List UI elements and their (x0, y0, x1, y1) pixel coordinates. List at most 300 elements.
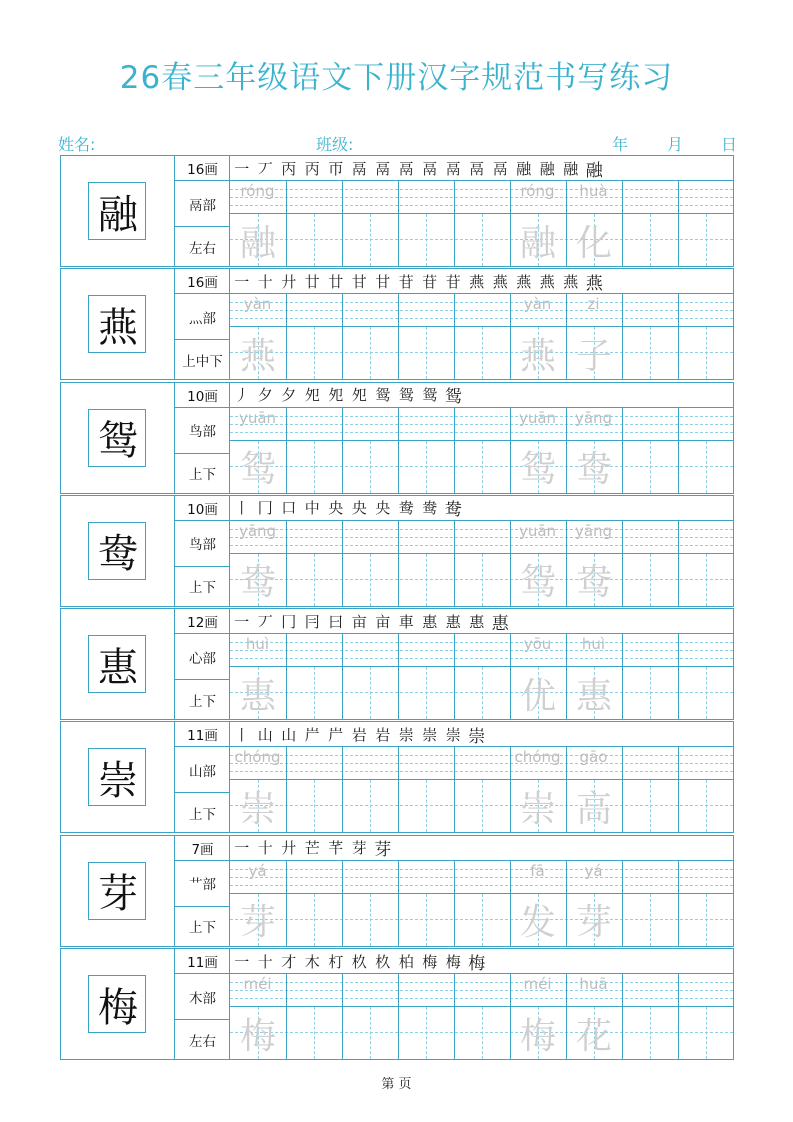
grid-midline (426, 327, 427, 379)
stroke-step: 亩 (351, 612, 367, 631)
pinyin: fā (530, 861, 545, 880)
stroke-step: 丙 (304, 159, 320, 178)
stroke-step: 夗 (304, 386, 320, 405)
grid-midline (314, 441, 315, 493)
pinyin: róng (520, 182, 555, 200)
grid-divider (678, 181, 679, 266)
practice-row (60, 268, 734, 380)
model-char-box (61, 836, 175, 946)
trace-char: 鸳 (519, 562, 556, 604)
model-char: 融 (98, 191, 138, 238)
grid-divider (678, 408, 679, 493)
radical: 艹部 (175, 861, 230, 907)
stroke-step: 一 (234, 612, 250, 631)
structure: 上下 (189, 580, 216, 597)
stroke-step: 車 (398, 612, 414, 631)
radical: 木部 (175, 974, 230, 1020)
radical: 鬲部 (175, 181, 230, 227)
grid-divider (342, 408, 343, 493)
grid-midline (426, 441, 427, 493)
writing-grid[interactable] (230, 181, 733, 266)
stroke-step: 丨 (234, 725, 250, 744)
grid-midline (650, 214, 651, 266)
stroke-step: 亩 (375, 612, 391, 631)
stroke-step: 鸳 (422, 386, 438, 405)
grid-midline (706, 327, 707, 379)
grid-midline (706, 1007, 707, 1059)
pinyin: yàn (243, 295, 272, 314)
grid-midline (370, 441, 371, 493)
grid-midline (370, 327, 371, 379)
grid-midline (482, 327, 483, 379)
day-label: 日 (721, 135, 738, 154)
grid-midline (650, 441, 651, 493)
stroke-step: 一 (234, 272, 250, 291)
stroke-order (230, 949, 733, 974)
radical: 山部 (175, 747, 230, 793)
pinyin: yuān (518, 521, 557, 540)
grid-midline (426, 667, 427, 719)
trace-char: 梅 (519, 1015, 556, 1057)
trace-char: 芽 (239, 902, 276, 944)
stroke-step: 冂 (281, 612, 297, 631)
stroke-step: 融 (516, 159, 532, 178)
stroke-step: 十 (257, 839, 273, 858)
char-info (175, 836, 230, 946)
stroke-step: 才 (281, 952, 297, 971)
stroke-count: 10画 (175, 496, 230, 521)
grid-midline (482, 894, 483, 946)
stroke-step: 鸯 (398, 499, 414, 518)
stroke-step: 融 (585, 160, 603, 181)
trace-char: 梅 (239, 1015, 276, 1057)
grid-divider (678, 974, 679, 1059)
stroke-count: 16画 (175, 269, 230, 294)
model-char-box (61, 269, 175, 379)
grid-midline (706, 667, 707, 719)
stroke-step: 芊 (328, 839, 344, 858)
model-char-box (61, 722, 175, 832)
grid-divider (286, 634, 287, 719)
stroke-step: 木 (304, 952, 320, 971)
pinyin: chóng (234, 748, 281, 767)
grid-divider (678, 294, 679, 379)
stroke-step: 丆 (257, 612, 273, 631)
stroke-step: 鬲 (469, 159, 485, 178)
stroke-step: 鬲 (351, 159, 367, 178)
practice-row (60, 835, 734, 947)
grid-midline (314, 894, 315, 946)
practice-row (60, 721, 734, 833)
stroke-count: 11画 (175, 722, 230, 747)
pinyin: huā (579, 975, 608, 994)
grid-divider (342, 974, 343, 1059)
char-info (175, 269, 230, 379)
grid-divider (454, 294, 455, 379)
stroke-step: 芒 (304, 839, 320, 858)
grid-midline (482, 554, 483, 606)
page-number-label: 第 页 (381, 1077, 412, 1092)
practice-row (60, 948, 734, 1060)
grid-divider (286, 408, 287, 493)
grid-divider (398, 634, 399, 719)
grid-divider (622, 181, 623, 266)
writing-grid[interactable] (230, 408, 733, 493)
trace-char: 发 (519, 902, 556, 944)
stroke-step: 杦 (375, 952, 391, 971)
stroke-order (230, 496, 733, 521)
stroke-step: 鸯 (422, 499, 438, 518)
grid-divider (398, 408, 399, 493)
trace-char: 惠 (575, 675, 612, 717)
trace-char: 鸯 (239, 562, 276, 604)
stroke-step: 惠 (422, 612, 438, 631)
pinyin-lines (230, 747, 733, 780)
practice-row (60, 155, 734, 267)
grid-midline (426, 894, 427, 946)
practice-row (60, 608, 734, 720)
grid-divider (622, 634, 623, 719)
structure: 上下 (189, 467, 216, 484)
grid-divider (678, 634, 679, 719)
grid-divider (342, 521, 343, 606)
pinyin-lines (230, 408, 733, 441)
radical: 灬部 (175, 294, 230, 340)
grid-midline (314, 554, 315, 606)
grid-midline (482, 780, 483, 832)
stroke-step: 鬲 (492, 159, 508, 178)
model-char-box (61, 496, 175, 606)
writing-grid[interactable] (230, 294, 733, 379)
stroke-step: 一 (234, 952, 250, 971)
trace-char: 融 (519, 222, 556, 264)
grid-midline (426, 1007, 427, 1059)
stroke-step: 屵 (328, 725, 344, 744)
stroke-order (230, 836, 733, 861)
trace-char: 鸳 (519, 449, 556, 491)
stroke-step: 苷 (445, 272, 461, 291)
writing-grid[interactable] (230, 861, 733, 946)
char-info (175, 949, 230, 1059)
grid-midline (706, 554, 707, 606)
stroke-step: 惠 (445, 612, 461, 631)
grid-divider (342, 747, 343, 832)
stroke-step: 崇 (422, 725, 438, 744)
model-char: 鸳 (98, 418, 138, 465)
stroke-step: 曰 (328, 612, 344, 631)
stroke-step: 夗 (351, 386, 367, 405)
stroke-step: 融 (563, 159, 579, 178)
char-info (175, 609, 230, 719)
grid-divider (454, 408, 455, 493)
grid-divider (398, 974, 399, 1059)
stroke-step: 廾 (281, 839, 297, 858)
char-info (175, 383, 230, 493)
grid-midline (370, 894, 371, 946)
stroke-order (230, 156, 733, 181)
stroke-order (230, 722, 733, 747)
grid-midline (650, 554, 651, 606)
trace-char: 融 (239, 222, 276, 264)
grid-midline (650, 780, 651, 832)
pinyin: huì (581, 635, 606, 654)
stroke-step: 梅 (445, 952, 461, 971)
char-info (175, 156, 230, 266)
grid-midline (314, 214, 315, 266)
pinyin-lines (230, 861, 733, 894)
grid-divider (398, 861, 399, 946)
grid-midline (650, 327, 651, 379)
grid-divider (622, 408, 623, 493)
char-info (175, 496, 230, 606)
grid-midline (426, 780, 427, 832)
grid-divider (286, 747, 287, 832)
model-char-box (61, 383, 175, 493)
grid-midline (706, 441, 707, 493)
stroke-step: 帀 (328, 159, 344, 178)
practice-row (60, 382, 734, 494)
radical: 心部 (175, 634, 230, 680)
stroke-order (230, 383, 733, 408)
grid-midline (706, 894, 707, 946)
stroke-step: 惠 (469, 612, 485, 631)
stroke-step: 丨 (234, 499, 250, 518)
grid-divider (454, 974, 455, 1059)
grid-divider (454, 181, 455, 266)
grid-midline (482, 441, 483, 493)
stroke-step: 梅 (422, 952, 438, 971)
radical: 鸟部 (175, 521, 230, 567)
grid-divider (454, 861, 455, 946)
model-char-box (61, 949, 175, 1059)
stroke-step: 丆 (257, 159, 273, 178)
stroke-step: 口 (281, 499, 297, 518)
stroke-step: 苷 (422, 272, 438, 291)
stroke-order (230, 269, 733, 294)
stroke-step: 苷 (398, 272, 414, 291)
stroke-step: 岩 (351, 725, 367, 744)
pinyin: gāo (579, 748, 608, 767)
practice-row (60, 495, 734, 607)
stroke-step: 央 (351, 499, 367, 518)
stroke-step: 十 (257, 272, 273, 291)
grid-divider (622, 521, 623, 606)
practice-table (60, 155, 734, 1061)
stroke-step: 梅 (468, 953, 486, 974)
structure: 上下 (189, 806, 216, 823)
trace-char: 惠 (239, 675, 276, 717)
class-label: 班级: (316, 135, 354, 154)
pinyin: yuān (518, 408, 557, 427)
pinyin: huì (245, 635, 270, 654)
pinyin: yàn (523, 295, 552, 314)
grid-divider (398, 521, 399, 606)
structure: 左右 (189, 1033, 216, 1050)
stroke-step: 鬲 (422, 159, 438, 178)
grid-midline (370, 1007, 371, 1059)
stroke-step: 燕 (563, 272, 579, 291)
month-label: 月 (667, 135, 684, 154)
trace-char: 高 (575, 788, 612, 830)
stroke-step: 燕 (539, 272, 555, 291)
pinyin: chóng (514, 748, 561, 767)
structure: 左右 (189, 240, 216, 257)
grid-midline (706, 214, 707, 266)
grid-midline (370, 667, 371, 719)
stroke-step: 芽 (374, 840, 392, 861)
stroke-step: 鸳 (398, 386, 414, 405)
grid-divider (678, 861, 679, 946)
grid-midline (426, 554, 427, 606)
pinyin: yāng (574, 408, 613, 427)
stroke-step: 央 (328, 499, 344, 518)
stroke-step: 惠 (491, 613, 509, 634)
pinyin-lines (230, 634, 733, 667)
stroke-step: 夗 (328, 386, 344, 405)
pinyin: yōu (523, 635, 552, 654)
stroke-step: 央 (375, 499, 391, 518)
grid-midline (706, 780, 707, 832)
grid-divider (622, 974, 623, 1059)
stroke-step: 甘 (375, 272, 391, 291)
writing-grid[interactable] (230, 634, 733, 719)
stroke-step: 一 (234, 839, 250, 858)
stroke-step: 朾 (328, 952, 344, 971)
stroke-step: 融 (539, 159, 555, 178)
grid-midline (314, 1007, 315, 1059)
trace-char: 鸯 (575, 449, 612, 491)
radical: 鸟部 (175, 408, 230, 454)
stroke-count: 12画 (175, 609, 230, 634)
trace-char: 崇 (239, 788, 276, 830)
grid-divider (622, 861, 623, 946)
pinyin: méi (523, 975, 552, 994)
stroke-step: 山 (281, 725, 297, 744)
trace-char: 鸳 (239, 449, 276, 491)
stroke-step: 十 (257, 952, 273, 971)
stroke-step: 芽 (351, 839, 367, 858)
model-char: 梅 (98, 984, 138, 1031)
stroke-step: 鬲 (398, 159, 414, 178)
stroke-step: 冂 (257, 499, 273, 518)
stroke-count: 10画 (175, 383, 230, 408)
grid-divider (286, 181, 287, 266)
pinyin: zi (587, 295, 600, 314)
pinyin: huà (579, 182, 608, 200)
grid-midline (650, 1007, 651, 1059)
grid-divider (622, 294, 623, 379)
pinyin-lines (230, 974, 733, 1007)
grid-divider (678, 521, 679, 606)
grid-midline (482, 667, 483, 719)
stroke-step: 甘 (351, 272, 367, 291)
stroke-step: 中 (304, 499, 320, 518)
stroke-count: 16画 (175, 156, 230, 181)
stroke-step: 燕 (469, 272, 485, 291)
grid-divider (454, 521, 455, 606)
stroke-step: 杦 (351, 952, 367, 971)
grid-divider (342, 634, 343, 719)
grid-divider (286, 861, 287, 946)
grid-midline (426, 214, 427, 266)
structure: 上下 (189, 920, 216, 937)
trace-char: 芽 (575, 902, 612, 944)
stroke-step: 一 (234, 159, 250, 178)
stroke-step: 柏 (398, 952, 414, 971)
grid-midline (314, 667, 315, 719)
grid-midline (482, 1007, 483, 1059)
grid-divider (286, 521, 287, 606)
model-char: 崇 (98, 757, 138, 804)
structure: 上中下 (182, 353, 223, 370)
pinyin: yāng (238, 521, 277, 540)
grid-divider (678, 747, 679, 832)
grid-divider (286, 294, 287, 379)
model-char: 燕 (98, 304, 138, 351)
structure: 上下 (189, 693, 216, 710)
stroke-step: 鸳 (375, 386, 391, 405)
writing-grid[interactable] (230, 521, 733, 606)
trace-char: 燕 (519, 335, 556, 377)
trace-char: 燕 (239, 335, 276, 377)
stroke-step: 岩 (375, 725, 391, 744)
stroke-step: 廿 (304, 272, 320, 291)
model-char: 惠 (98, 644, 138, 691)
trace-char: 子 (575, 335, 612, 377)
trace-char: 化 (575, 222, 612, 264)
stroke-step: 夕 (257, 386, 273, 405)
grid-divider (342, 181, 343, 266)
writing-grid[interactable] (230, 974, 733, 1059)
grid-midline (650, 894, 651, 946)
stroke-step: 鸳 (444, 387, 462, 408)
model-char: 鸯 (98, 531, 138, 578)
pinyin: yá (248, 861, 267, 880)
year-label: 年 (612, 135, 629, 154)
grid-midline (314, 327, 315, 379)
grid-divider (622, 747, 623, 832)
pinyin-lines (230, 181, 733, 214)
grid-divider (398, 747, 399, 832)
grid-divider (454, 747, 455, 832)
grid-divider (342, 294, 343, 379)
stroke-step: 屵 (304, 725, 320, 744)
writing-grid[interactable] (230, 747, 733, 832)
stroke-step: 燕 (516, 272, 532, 291)
page-title: 26春三年级语文下册汉字规范书写练习 (119, 60, 674, 96)
model-char-box (61, 609, 175, 719)
stroke-step: 鬲 (375, 159, 391, 178)
pinyin: méi (243, 975, 272, 994)
grid-divider (342, 861, 343, 946)
pinyin: yá (584, 861, 603, 880)
stroke-step: 廿 (328, 272, 344, 291)
stroke-count: 11画 (175, 949, 230, 974)
grid-midline (370, 554, 371, 606)
grid-divider (454, 634, 455, 719)
pinyin: yuān (238, 408, 277, 427)
stroke-step: 冃 (304, 612, 320, 631)
name-label: 姓名: (58, 135, 96, 154)
trace-char: 花 (575, 1015, 612, 1057)
stroke-order (230, 609, 733, 634)
model-char: 芽 (98, 871, 138, 918)
pinyin-lines (230, 294, 733, 327)
grid-divider (398, 181, 399, 266)
pinyin: róng (240, 182, 275, 200)
stroke-step: 崇 (468, 726, 486, 747)
trace-char: 优 (519, 675, 556, 717)
